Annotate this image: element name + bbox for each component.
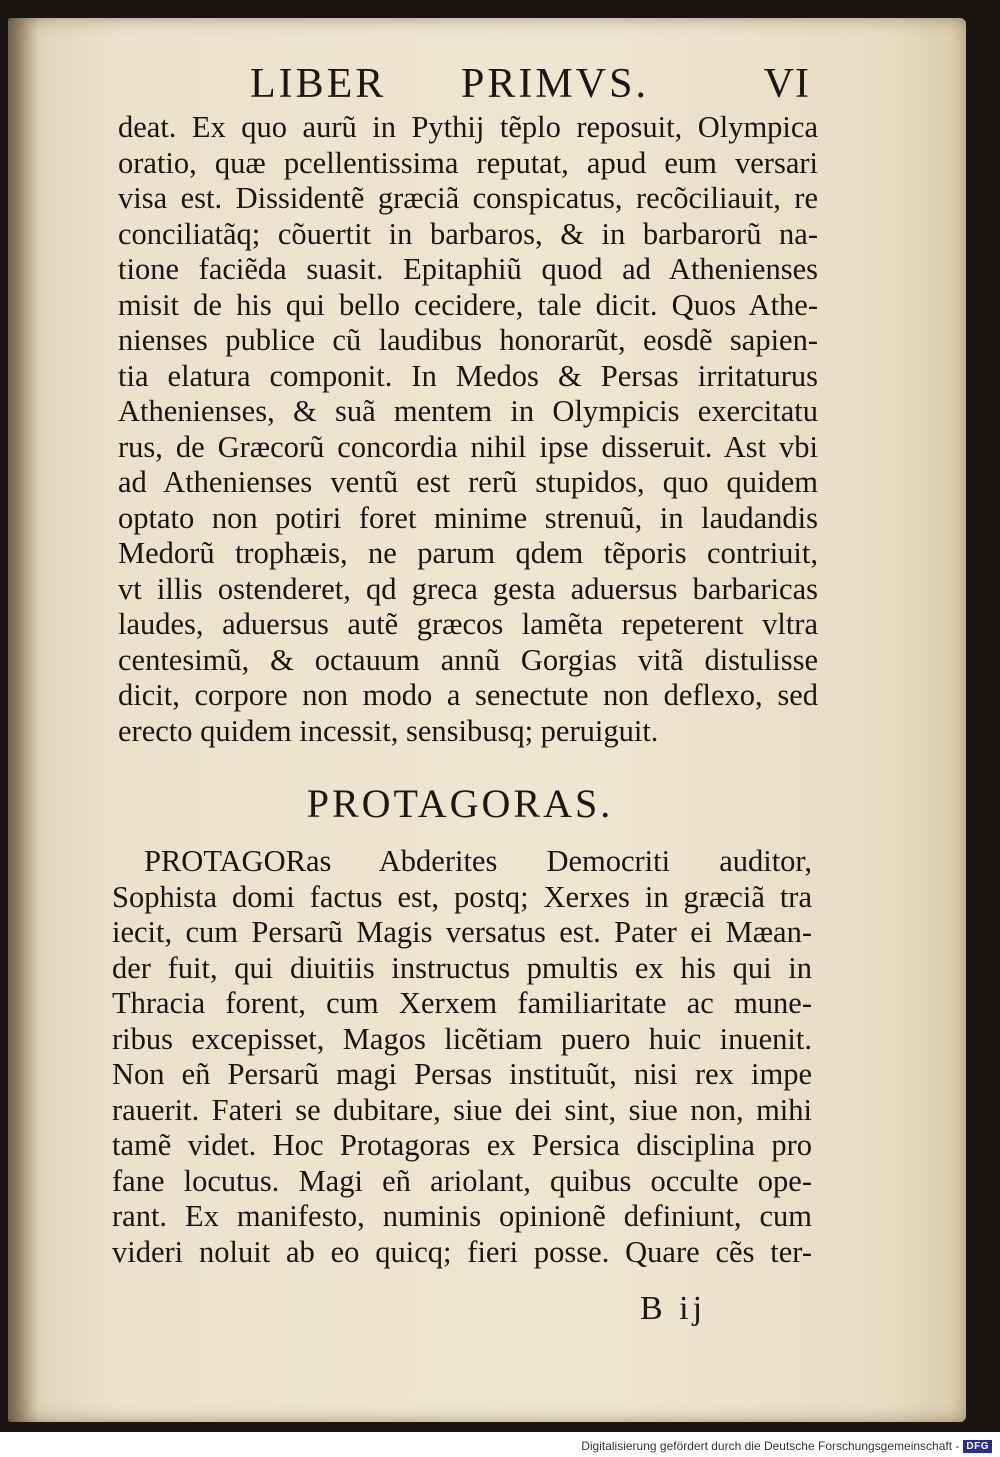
text-line: visa est. Dissidentẽ græciã conspicatus, recõciliauit, re (118, 181, 818, 215)
credit-text: Digitalisierung gefördert durch die Deutsche Forschungsgemeinschaft - (581, 1439, 960, 1453)
text-line: rauerit. Fateri se dubitare, siue dei sint, siue non, mihi (112, 1092, 812, 1127)
text-line: nienses publice cũ laudibus honorarũt, eosdẽ sapien- (118, 323, 818, 357)
text-line: Medorũ trophæis, ne parum qdem tẽporis contriuit, (118, 536, 818, 570)
text-line: misit de his qui bello cecidere, tale dicit. Quos Athe- (118, 287, 818, 322)
running-header (250, 60, 810, 108)
text-line: deat. Ex quo aurũ in Pythij tẽplo reposuit, Olympica (118, 110, 818, 144)
text-line: Sophista domi factus est, postq; Xerxes in græciã tra (112, 879, 812, 914)
text-block-top (118, 110, 818, 749)
text-line: iecit, cum Persarũ Magis versatus est. Pater ei Mæan- (112, 915, 812, 949)
section-heading: PROTAGORAS. (306, 781, 614, 826)
text-line: centesimũ, & octauum annũ Gorgias vitã distulisse (118, 642, 818, 677)
text-line: optato non potiri foret minime strenuũ, in laudandis (118, 500, 818, 535)
text-line: Thracia forent, cum Xerxem familiaritate ac mune- (112, 986, 812, 1020)
text-line: erecto quidem incessit, sensibusq; peruiguit. (118, 713, 659, 748)
text-line: tamẽ videt. Hoc Protagoras ex Persica disciplina pro (112, 1128, 812, 1162)
text-line: tia elatura componit. In Medos & Persas irritaturus (118, 358, 818, 393)
text-line: laudes, aduersus autẽ græcos lamẽta repeterent vltra (118, 607, 818, 641)
text-line: oratio, quæ pcellentissima reputat, apud eum versari (118, 145, 818, 180)
text-line: conciliatãq; cõuertit in barbaros, & in barbarorũ na- (118, 216, 818, 251)
signature-mark: B ij (640, 1290, 707, 1327)
running-title-right: PRIMVS. (461, 61, 649, 107)
text-line: ad Athenienses ventũ est rerũ stupidos, quo quidem (118, 465, 818, 499)
text-line: der fuit, qui diuitiis instructus pmultis ex his qui in (112, 950, 812, 985)
dfg-logo: DFG (963, 1440, 992, 1453)
text-block-bottom (112, 844, 812, 1270)
gutter-shadow (8, 18, 38, 1422)
text-line: dicit, corpore non modo a senectute non deflexo, sed (118, 678, 818, 712)
text-line: rus, de Græcorũ concordia nihil ipse disseruit. Ast vbi (118, 429, 818, 464)
text-line: Athenienses, & suã mentem in Olympicis exercitatu (118, 394, 818, 428)
text-line: vt illis ostenderet, qd greca gesta aduersus barbaricas (118, 571, 818, 606)
text-line: ribus excepisset, Magos licẽtiam puero huic inuenit. (112, 1021, 812, 1056)
running-title-left: LIBER (250, 61, 387, 107)
text-line: videri noluit ab eo quicq; fieri posse. Quare cẽs ter- (112, 1234, 812, 1269)
folio-number: VI (763, 61, 810, 107)
text-line: PROTAGORas Abderites Democriti auditor, (144, 844, 812, 878)
text-line: Non eñ Persarũ magi Persas instituũt, nisi rex impe (112, 1057, 812, 1091)
text-line: tione faciẽda suasit. Epitaphiũ quod ad Athenienses (118, 252, 818, 286)
text-line: rant. Ex manifesto, numinis opinionẽ definiunt, cum (112, 1199, 812, 1233)
digitization-credit (581, 1439, 992, 1453)
text-line: fane locutus. Magi eñ ariolant, quibus occulte ope- (112, 1163, 812, 1198)
